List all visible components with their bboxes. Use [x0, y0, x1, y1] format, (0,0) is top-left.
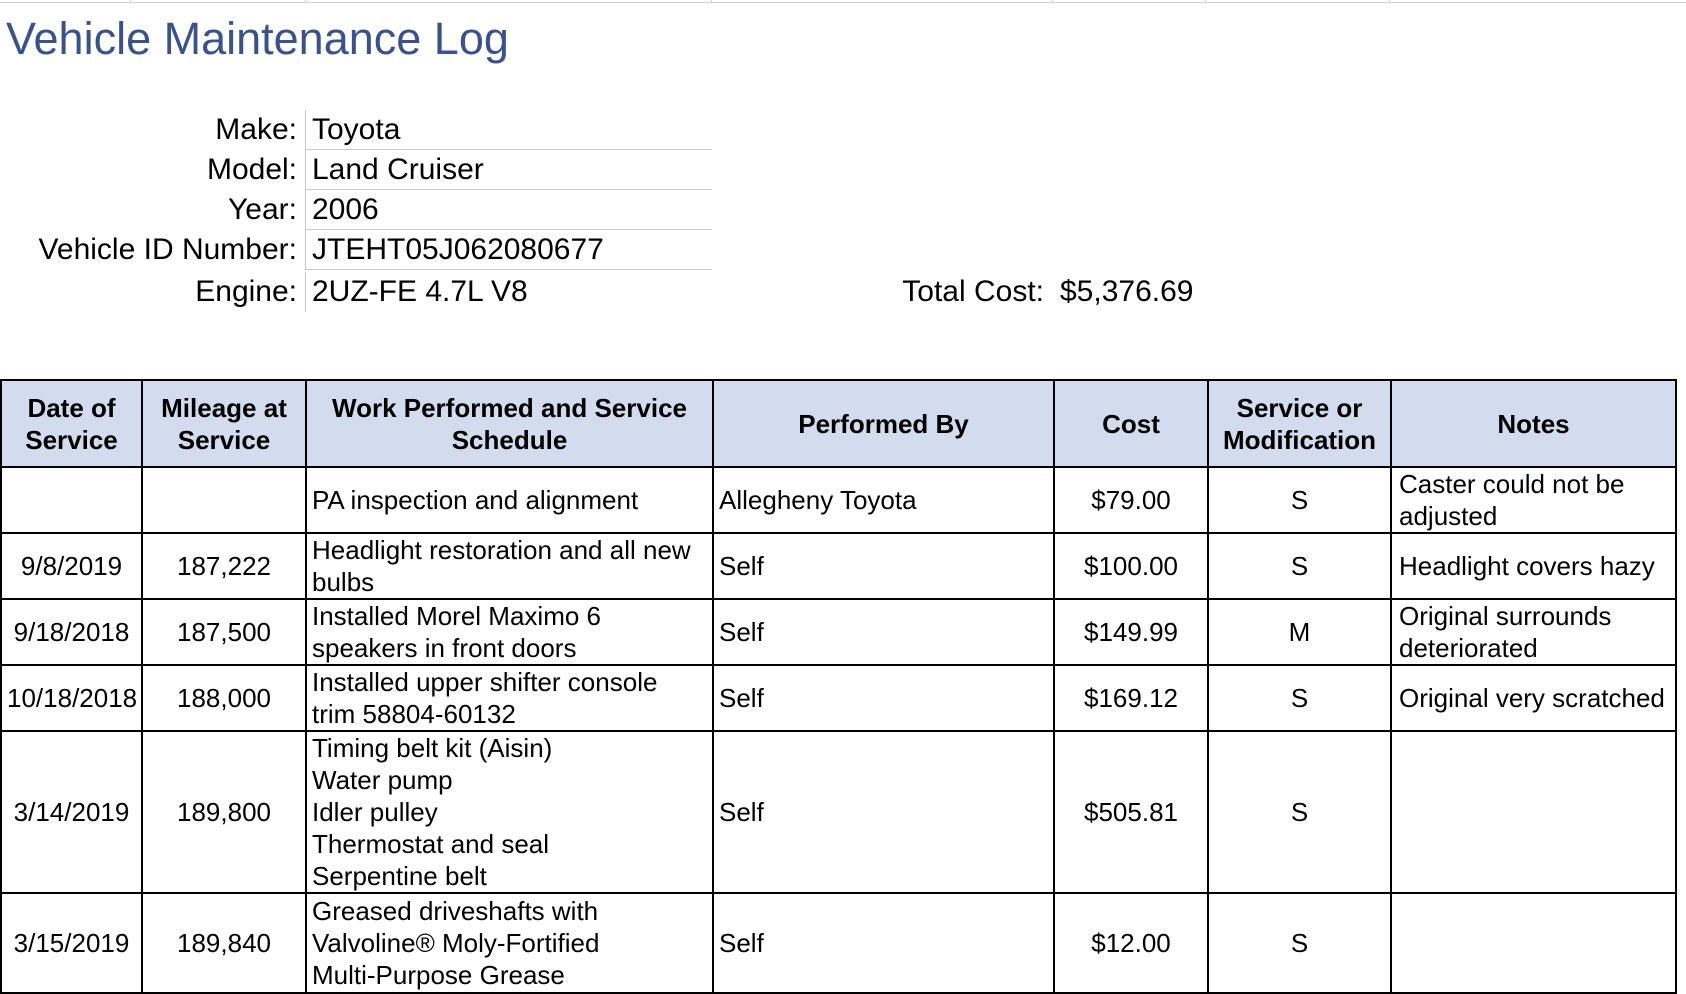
mileage-cell[interactable]: 188,000 — [142, 665, 306, 731]
mileage-cell[interactable]: 189,800 — [142, 731, 306, 893]
notes-cell[interactable]: Headlight covers hazy — [1391, 533, 1676, 599]
performed-by-cell[interactable]: Self — [713, 731, 1054, 893]
gridline-tick — [1205, 0, 1206, 3]
header-date[interactable]: Date of Service — [1, 380, 142, 467]
date-cell[interactable] — [1, 467, 142, 533]
year-row — [0, 190, 712, 230]
work-cell[interactable]: Greased driveshafts with Valvoline® Moly-Fortified Multi-Purpose Grease — [306, 893, 713, 993]
gridline-tick — [130, 0, 131, 3]
performed-by-cell[interactable]: Self — [713, 893, 1054, 993]
table-row — [1, 731, 1676, 893]
model-value[interactable]: Land Cruiser — [305, 150, 712, 190]
date-cell[interactable]: 3/14/2019 — [1, 731, 142, 893]
vin-label: Vehicle ID Number: — [38, 233, 297, 266]
service-type-cell[interactable]: S — [1208, 665, 1391, 731]
table-row — [1, 599, 1676, 665]
gridline-tick — [1052, 0, 1053, 3]
service-type-cell[interactable]: M — [1208, 599, 1391, 665]
gridline-tick — [711, 0, 712, 3]
table-row — [1, 665, 1676, 731]
vin-row — [0, 230, 712, 270]
model-label: Model: — [206, 153, 297, 186]
notes-cell[interactable] — [1391, 893, 1676, 993]
page-title: Vehicle Maintenance Log — [6, 13, 509, 64]
year-value[interactable]: 2006 — [305, 190, 712, 230]
notes-cell[interactable]: Original surrounds deteriorated — [1391, 599, 1676, 665]
date-cell[interactable]: 10/18/2018 — [1, 665, 142, 731]
date-cell[interactable]: 3/15/2019 — [1, 893, 142, 993]
table-row — [1, 533, 1676, 599]
work-cell[interactable]: Headlight restoration and all new bulbs — [306, 533, 713, 599]
cost-cell[interactable]: $505.81 — [1054, 731, 1208, 893]
top-gridline — [0, 0, 1686, 3]
performed-by-cell[interactable]: Self — [713, 665, 1054, 731]
table-row — [1, 893, 1676, 993]
header-cost[interactable]: Cost — [1054, 380, 1208, 467]
cost-cell[interactable]: $169.12 — [1054, 665, 1208, 731]
engine-row — [0, 272, 712, 312]
table-row — [1, 467, 1676, 533]
service-type-cell[interactable]: S — [1208, 467, 1391, 533]
maintenance-table — [0, 379, 1677, 994]
mileage-cell[interactable]: 189,840 — [142, 893, 306, 993]
performed-by-cell[interactable]: Self — [713, 599, 1054, 665]
year-label: Year: — [228, 193, 297, 226]
mileage-cell[interactable]: 187,222 — [142, 533, 306, 599]
total-cost-label: Total Cost: — [902, 275, 1044, 308]
header-notes[interactable]: Notes — [1391, 380, 1676, 467]
cost-cell[interactable]: $149.99 — [1054, 599, 1208, 665]
make-label: Make: — [215, 113, 297, 146]
header-mileage[interactable]: Mileage at Service — [142, 380, 306, 467]
notes-cell[interactable]: Caster could not be adjusted — [1391, 467, 1676, 533]
table-header-row — [1, 380, 1676, 467]
performed-by-cell[interactable]: Self — [713, 533, 1054, 599]
cost-cell[interactable]: $12.00 — [1054, 893, 1208, 993]
service-type-cell[interactable]: S — [1208, 533, 1391, 599]
engine-value[interactable]: 2UZ-FE 4.7L V8 — [305, 272, 712, 312]
header-performed-by[interactable]: Performed By — [713, 380, 1054, 467]
engine-label: Engine: — [195, 275, 297, 308]
date-cell[interactable]: 9/8/2019 — [1, 533, 142, 599]
gridline-tick — [1389, 0, 1390, 3]
work-cell[interactable]: Installed upper shifter console trim 58804-60132 — [306, 665, 713, 731]
work-cell[interactable]: PA inspection and alignment — [306, 467, 713, 533]
cost-cell[interactable]: $79.00 — [1054, 467, 1208, 533]
date-cell[interactable]: 9/18/2018 — [1, 599, 142, 665]
vin-value[interactable]: JTEHT05J062080677 — [305, 230, 712, 270]
work-cell[interactable]: Timing belt kit (Aisin) Water pump Idler pulley Thermostat and seal Serpentine belt — [306, 731, 713, 893]
notes-cell[interactable] — [1391, 731, 1676, 893]
model-row — [0, 150, 712, 190]
gridline-tick — [305, 0, 306, 3]
service-type-cell[interactable]: S — [1208, 893, 1391, 993]
performed-by-cell[interactable]: Allegheny Toyota — [713, 467, 1054, 533]
make-row — [0, 110, 712, 150]
total-cost-value[interactable]: $5,376.69 — [1060, 275, 1194, 308]
service-type-cell[interactable]: S — [1208, 731, 1391, 893]
header-work[interactable]: Work Performed and Service Schedule — [306, 380, 713, 467]
mileage-cell[interactable]: 187,500 — [142, 599, 306, 665]
notes-cell[interactable]: Original very scratched — [1391, 665, 1676, 731]
cost-cell[interactable]: $100.00 — [1054, 533, 1208, 599]
make-value[interactable]: Toyota — [305, 110, 712, 150]
work-cell[interactable]: Installed Morel Maximo 6 speakers in front doors — [306, 599, 713, 665]
header-service-type[interactable]: Service or Modification — [1208, 380, 1391, 467]
mileage-cell[interactable] — [142, 467, 306, 533]
